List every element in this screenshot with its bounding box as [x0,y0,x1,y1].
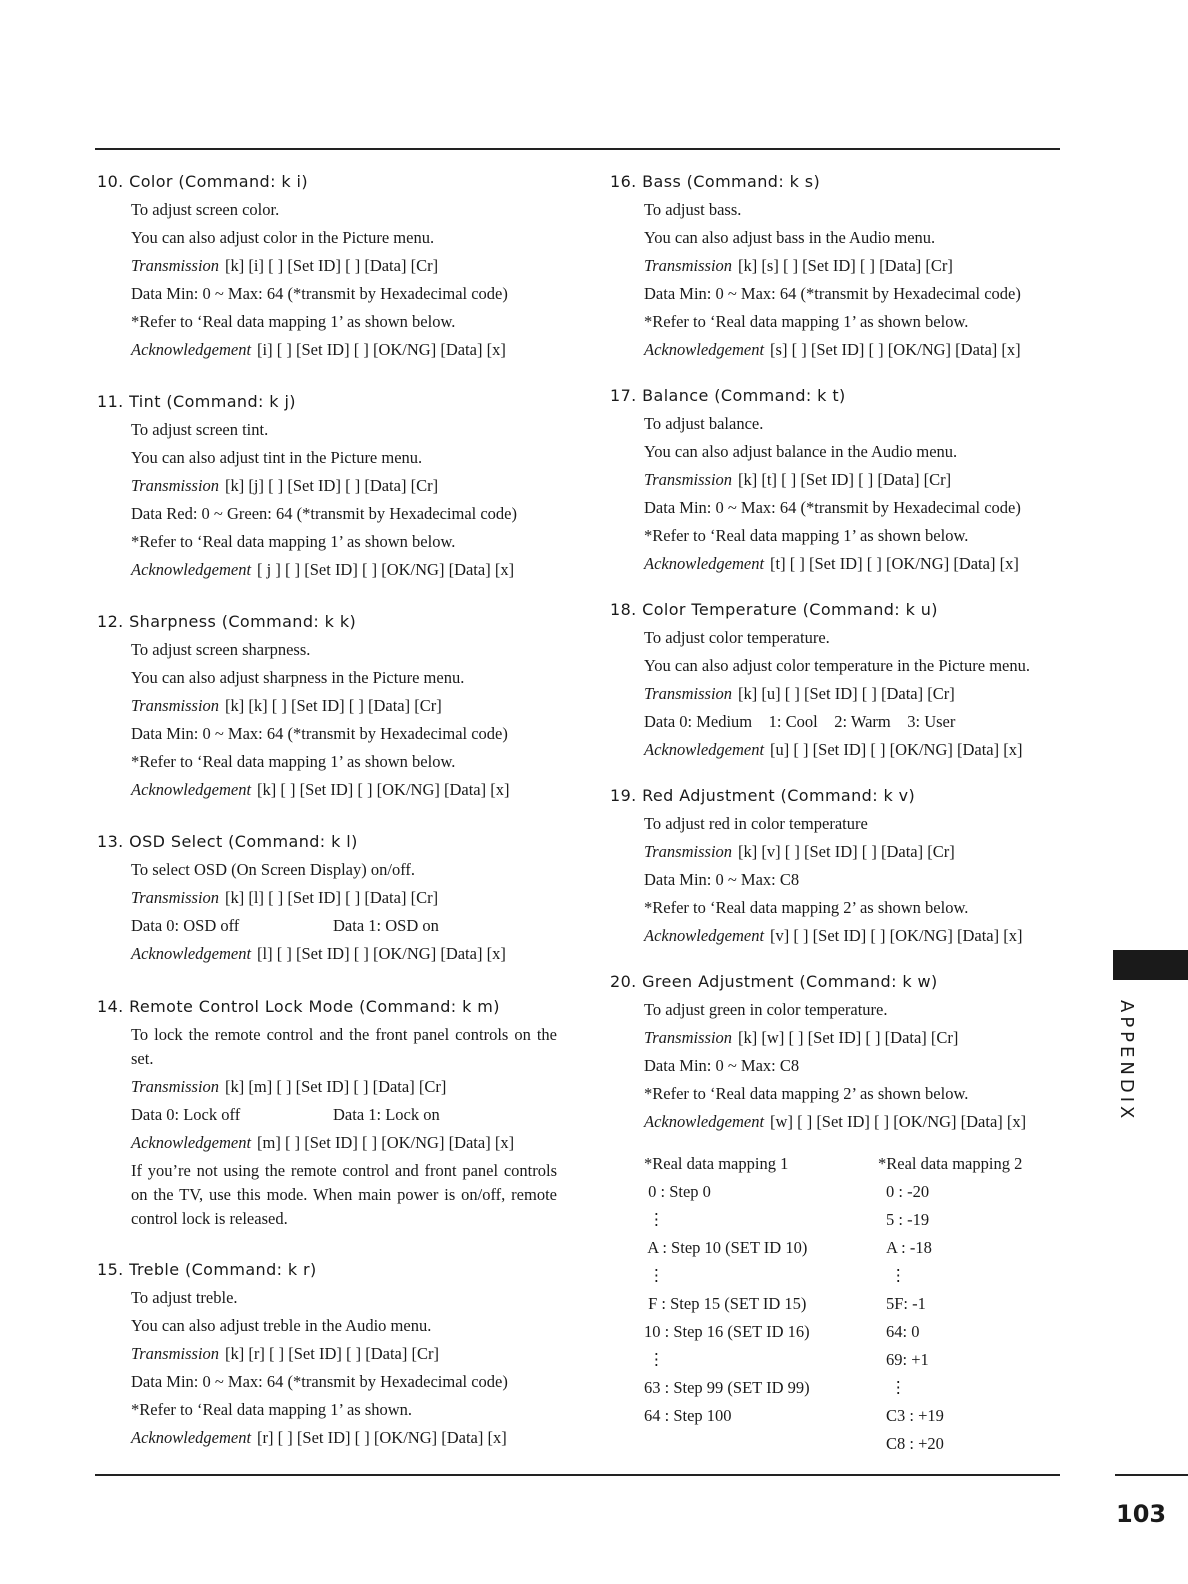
ack-line [131,336,557,364]
mapping-row: ⋮ [644,1210,665,1229]
ack-line [644,550,1065,578]
top-rule [95,148,1060,150]
ack-label: Acknowledgement [131,780,252,799]
section-treble [97,1256,557,1452]
section-heading: 17. Balance (Command: k t) [610,386,846,405]
mapping-row: ⋮ [890,1266,907,1285]
mapping-title: *Real data mapping 2 [878,1154,1023,1173]
mapping-row: A : Step 10 (SET ID 10) [644,1238,808,1257]
body-line: You can also adjust sharpness in the Picture menu. [131,668,465,687]
bottom-rule [95,1474,1060,1476]
transmission-label: Transmission [131,1344,220,1363]
section-heading: 18. Color Temperature (Command: k u) [610,600,938,619]
mapping-row: ⋮ [890,1378,907,1397]
transmission-label: Transmission [644,470,733,489]
side-label-text: APPENDIX [1116,1000,1137,1123]
transmission-code: [k] [t] [ ] [Set ID] [ ] [Data] [Cr] [738,470,952,489]
body-line: To adjust screen tint. [131,420,269,439]
body-line: To adjust red in color temperature [644,814,868,833]
transmission-code: [k] [s] [ ] [Set ID] [ ] [Data] [Cr] [738,256,953,275]
transmission-line [131,472,557,500]
mapping-row: 5F: -1 [886,1294,926,1313]
ack-label: Acknowledgement [644,740,765,759]
mapping-title: *Real data mapping 1 [644,1154,789,1173]
transmission-label: Transmission [644,842,733,861]
ack-label: Acknowledgement [131,1428,252,1447]
body-line: To adjust screen color. [131,200,280,219]
data-range: Data Min: 0 ~ Max: 64 (*transmit by Hexadecimal code) [644,498,1021,517]
transmission-line [644,680,1065,708]
section-heading: 13. OSD Select (Command: k l) [97,832,358,851]
transmission-code: [k] [u] [ ] [Set ID] [ ] [Data] [Cr] [738,684,955,703]
section-heading: 19. Red Adjustment (Command: k v) [610,786,916,805]
section-heading: 11. Tint (Command: k j) [97,392,296,411]
section-heading: 15. Treble (Command: k r) [97,1260,317,1279]
ack-label: Acknowledgement [131,340,252,359]
mapping-row: ⋮ [644,1350,665,1369]
mapping-row: F : Step 15 (SET ID 15) [644,1294,807,1313]
data-value-off: Data 0: Lock off [131,1105,241,1124]
data-values [131,912,557,940]
refer-note: *Refer to ‘Real data mapping 1’ as shown below. [131,532,456,551]
mapping-row: A : -18 [886,1238,932,1257]
ack-line [131,776,557,804]
mapping-row: 10 : Step 16 (SET ID 16) [644,1322,810,1341]
section-color-temperature [610,596,1065,764]
refer-note: *Refer to ‘Real data mapping 1’ as shown below. [644,312,969,331]
ack-label: Acknowledgement [644,340,765,359]
side-section-label [1109,1000,1139,1123]
ack-code: [w] [ ] [Set ID] [ ] [OK/NG] [Data] [x] [770,1112,1027,1131]
transmission-label: Transmission [131,256,220,275]
mapping-row: 69: +1 [886,1350,929,1369]
transmission-code: [k] [v] [ ] [Set ID] [ ] [Data] [Cr] [738,842,955,861]
transmission-line [644,838,1065,866]
transmission-line [131,692,557,720]
section-heading: 20. Green Adjustment (Command: k w) [610,972,938,991]
transmission-code: [k] [w] [ ] [Set ID] [ ] [Data] [Cr] [738,1028,959,1047]
ack-label: Acknowledgement [644,1112,765,1131]
ack-code: [i] [ ] [Set ID] [ ] [OK/NG] [Data] [x] [257,340,506,359]
ack-code: [m] [ ] [Set ID] [ ] [OK/NG] [Data] [x] [257,1133,515,1152]
body-line: You can also adjust balance in the Audio menu. [644,442,958,461]
data-range: Data Min: 0 ~ Max: 64 (*transmit by Hexadecimal code) [131,724,508,743]
transmission-label: Transmission [131,476,220,495]
body-line: To adjust color temperature. [644,628,830,647]
data-range: Data Min: 0 ~ Max: C8 [644,870,800,889]
transmission-label: Transmission [131,888,220,907]
ack-label: Acknowledgement [644,554,765,573]
ack-line [644,336,1065,364]
mapping-row: C8 : +20 [886,1434,944,1453]
section-color [97,168,557,364]
transmission-code: [k] [k] [ ] [Set ID] [ ] [Data] [Cr] [225,696,442,715]
section-tab-marker [1113,950,1188,980]
refer-note: *Refer to ‘Real data mapping 1’ as shown. [131,1400,413,1419]
data-range: Data Min: 0 ~ Max: 64 (*transmit by Hexadecimal code) [644,284,1021,303]
section-heading: 12. Sharpness (Command: k k) [97,612,357,631]
ack-line [131,1129,557,1157]
page-number-rule [1115,1474,1188,1476]
transmission-line [644,1024,1065,1052]
data-range: Data Min: 0 ~ Max: 64 (*transmit by Hexadecimal code) [131,284,508,303]
real-data-mapping-1 [644,1150,864,1430]
ack-label: Acknowledgement [131,944,252,963]
ack-code: [t] [ ] [Set ID] [ ] [OK/NG] [Data] [x] [770,554,1019,573]
note-paragraph: If you’re not using the remote control and front panel controls on the TV, use this mode. When main power is on/off, remote control lock is released. [131,1161,557,1228]
transmission-code: [k] [l] [ ] [Set ID] [ ] [Data] [Cr] [225,888,439,907]
real-data-mapping-2 [878,1150,1048,1458]
transmission-label: Transmission [644,256,733,275]
mapping-row: ⋮ [644,1266,665,1285]
refer-note: *Refer to ‘Real data mapping 1’ as shown below. [131,312,456,331]
mapping-row: 5 : -19 [886,1210,930,1229]
data-value-on: Data 1: OSD on [333,916,439,935]
transmission-label: Transmission [131,696,220,715]
transmission-code: [k] [r] [ ] [Set ID] [ ] [Data] [Cr] [225,1344,439,1363]
body-line: To select OSD (On Screen Display) on/off. [131,860,416,879]
body-line: You can also adjust tint in the Picture menu. [131,448,423,467]
data-value-off: Data 0: OSD off [131,916,240,935]
ack-line [644,922,1065,950]
ack-line [644,736,1065,764]
ack-code: [k] [ ] [Set ID] [ ] [OK/NG] [Data] [x] [257,780,510,799]
mapping-row: 63 : Step 99 (SET ID 99) [644,1378,810,1397]
data-range: Data Min: 0 ~ Max: C8 [644,1056,800,1075]
body-line: You can also adjust bass in the Audio menu. [644,228,936,247]
ack-code: [s] [ ] [Set ID] [ ] [OK/NG] [Data] [x] [770,340,1021,359]
transmission-label: Transmission [644,1028,733,1047]
transmission-line [131,1340,557,1368]
mapping-row: 0 : -20 [886,1182,930,1201]
ack-label: Acknowledgement [131,560,252,579]
section-remote-lock [97,993,557,1233]
section-heading: 16. Bass (Command: k s) [610,172,821,191]
data-range: Data Min: 0 ~ Max: 64 (*transmit by Hexadecimal code) [131,1372,508,1391]
data-values [131,1101,557,1129]
ack-line [644,1108,1065,1136]
body-line: To adjust screen sharpness. [131,640,311,659]
transmission-line [644,252,1065,280]
mapping-row: 64 : Step 100 [644,1406,732,1425]
intro-paragraph: To lock the remote control and the front panel controls on the set. [131,1025,557,1068]
ack-code: [u] [ ] [Set ID] [ ] [OK/NG] [Data] [x] [770,740,1023,759]
transmission-label: Transmission [644,684,733,703]
transmission-code: [k] [m] [ ] [Set ID] [ ] [Data] [Cr] [225,1077,447,1096]
ack-label: Acknowledgement [131,1133,252,1152]
refer-note: *Refer to ‘Real data mapping 2’ as shown below. [644,1084,969,1103]
data-values: Data 0: Medium 1: Cool 2: Warm 3: User [644,712,956,731]
transmission-line [131,1073,557,1101]
section-heading: 14. Remote Control Lock Mode (Command: k m) [97,997,500,1016]
ack-code: [r] [ ] [Set ID] [ ] [OK/NG] [Data] [x] [257,1428,507,1447]
transmission-label: Transmission [131,1077,220,1096]
mapping-row: 0 : Step 0 [644,1182,711,1201]
section-heading: 10. Color (Command: k i) [97,172,308,191]
ack-line [131,940,557,968]
ack-code: [l] [ ] [Set ID] [ ] [OK/NG] [Data] [x] [257,944,506,963]
transmission-code: [k] [i] [ ] [Set ID] [ ] [Data] [Cr] [225,256,439,275]
transmission-line [644,466,1065,494]
section-tint [97,388,557,584]
section-sharpness [97,608,557,804]
refer-note: *Refer to ‘Real data mapping 2’ as shown below. [644,898,969,917]
section-green-adjustment [610,968,1065,1136]
ack-code: [v] [ ] [Set ID] [ ] [OK/NG] [Data] [x] [770,926,1023,945]
data-value-on: Data 1: Lock on [333,1105,440,1124]
section-osd-select [97,828,557,968]
body-line: To adjust treble. [131,1288,238,1307]
transmission-line [131,252,557,280]
ack-label: Acknowledgement [644,926,765,945]
section-red-adjustment [610,782,1065,950]
transmission-code: [k] [j] [ ] [Set ID] [ ] [Data] [Cr] [225,476,439,495]
page-number: 103 [1116,1500,1167,1528]
mapping-row: 64: 0 [886,1322,920,1341]
section-balance [610,382,1065,578]
body-line: You can also adjust treble in the Audio menu. [131,1316,432,1335]
body-line: You can also adjust color in the Picture menu. [131,228,435,247]
body-line: To adjust bass. [644,200,742,219]
mapping-row: C3 : +19 [886,1406,944,1425]
ack-line [131,556,557,584]
ack-line [131,1424,557,1452]
ack-code: [ j ] [ ] [Set ID] [ ] [OK/NG] [Data] [x] [257,560,515,579]
body-line: To adjust balance. [644,414,764,433]
refer-note: *Refer to ‘Real data mapping 1’ as shown below. [131,752,456,771]
body-line: To adjust green in color temperature. [644,1000,888,1019]
section-bass [610,168,1065,364]
data-range: Data Red: 0 ~ Green: 64 (*transmit by Hexadecimal code) [131,504,518,523]
transmission-line [131,884,557,912]
body-line: You can also adjust color temperature in the Picture menu. [644,656,1030,675]
refer-note: *Refer to ‘Real data mapping 1’ as shown below. [644,526,969,545]
